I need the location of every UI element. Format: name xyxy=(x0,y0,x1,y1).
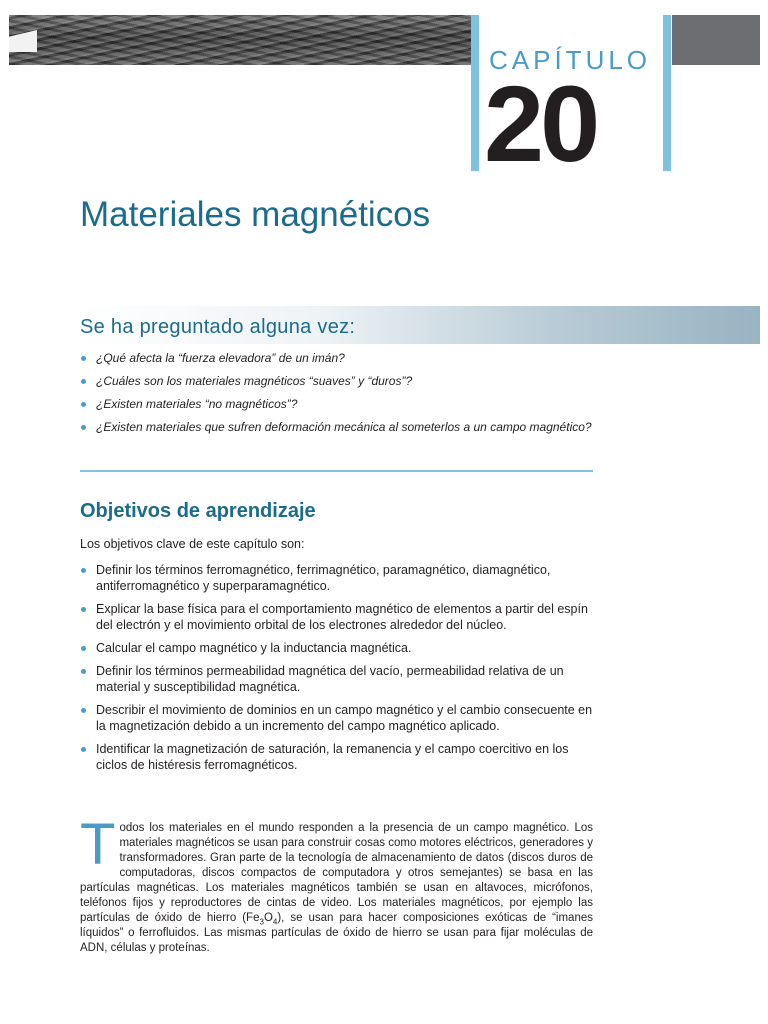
chapter-banner-image xyxy=(9,15,471,65)
chapter-bar-right xyxy=(663,15,671,171)
subscript: 4 xyxy=(272,917,278,927)
question-item: ¿Existen materiales que sufren deformación mecánica al someterlos a un campo magnético? xyxy=(80,420,595,435)
objective-item: Explicar la base física para el comportamiento magnético de elementos a partir del espín del electrón y el movimiento orbital de los electrones alrededor del núcleo. xyxy=(80,601,595,633)
paragraph-text: ), se usan para hacer composiciones exóticas de “imanes líquidos” o ferrofluidos. Las mismas partículas de óxido de hierro se usan para fijar moléculas de ADN, células y proteínas. xyxy=(80,912,593,954)
paragraph-text: odos los materiales en el mundo responden a la presencia de un campo magnético. Los materiales magnéticos se usan para construir cosas como motores eléctricos, generadores y transformadores. Gran parte de la tecnología de almacenamiento de datos (discos duros de computadoras, discos compactos de computadora y otros semejantes) se basa en las partículas magnéticas. Los materiales magnéticos también se usan en altavoces, micrófonos, teléfonos fijos y reproductores de cintas de video. Los materiales magnéticos, por ejemplo las partículas de óxido de hierro (Fe xyxy=(80,822,593,924)
chapter-bar-left xyxy=(471,15,479,171)
question-item: ¿Qué afecta la “fuerza elevadora” de un imán? xyxy=(80,351,595,366)
paragraph-text: O xyxy=(263,912,273,924)
objective-item: Definir los términos ferromagnético, ferrimagnético, paramagnético, diamagnético, antiferromagnético y superparamagnético. xyxy=(80,562,595,594)
questions-heading: Se ha preguntado alguna vez: xyxy=(80,316,356,338)
questions-list xyxy=(80,351,595,443)
objectives-heading: Objetivos de aprendizaje xyxy=(80,500,316,522)
objectives-list xyxy=(80,562,595,780)
drop-cap: T xyxy=(80,812,116,877)
chapter-title: Materiales magnéticos xyxy=(80,195,431,234)
intro-paragraph xyxy=(80,812,593,956)
question-item: ¿Existen materiales “no magnéticos”? xyxy=(80,397,595,412)
subscript: 3 xyxy=(259,917,264,927)
section-divider xyxy=(80,470,593,472)
objective-item: Identificar la magnetización de saturación, la remanencia y el campo coercitivo en los ciclos de histéresis ferromagnéticos. xyxy=(80,741,595,773)
chapter-label: CAPÍTULO xyxy=(489,45,652,75)
objectives-intro: Los objetivos clave de este capítulo son: xyxy=(80,537,305,551)
chapter-number: 20 xyxy=(484,63,597,184)
header-grey-block xyxy=(672,15,760,65)
objective-item: Definir los términos permeabilidad magnética del vacío, permeabilidad relativa de un material y susceptibilidad magnética. xyxy=(80,663,595,695)
objective-item: Calcular el campo magnético y la inductancia magnética. xyxy=(80,640,595,656)
objective-item: Describir el movimiento de dominios en un campo magnético y el cambio consecuente en la magnetización debido a un incremento del campo magnético aplicado. xyxy=(80,702,595,734)
question-item: ¿Cuáles son los materiales magnéticos “suaves” y “duros”? xyxy=(80,374,595,389)
